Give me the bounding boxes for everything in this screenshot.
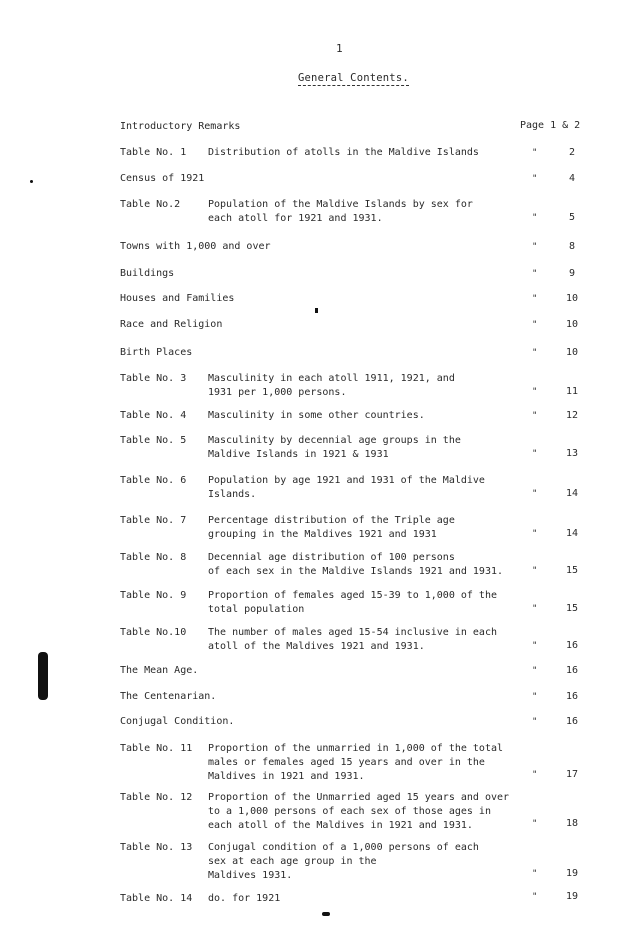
ditto-mark: ": [532, 242, 538, 252]
entry-page-number: 10: [565, 347, 579, 358]
description-line: Distribution of atolls in the Maldive Islands: [208, 147, 479, 158]
description-line: Masculinity by decennial age groups in the: [208, 435, 461, 446]
ditto-mark: ": [532, 604, 538, 614]
entry-description: [208, 198, 538, 226]
ditto-mark: ": [532, 489, 538, 499]
entry-label: Table No. 11: [120, 743, 193, 754]
entry-label: Table No. 1: [120, 147, 187, 158]
entry-label: Birth Places: [120, 347, 193, 358]
description-line: do. for 1921: [208, 893, 281, 904]
description-line: to a 1,000 persons of each sex of those ages in: [208, 806, 491, 817]
bottom-dot-mark: [322, 912, 330, 916]
entry-page-number: 15: [565, 603, 579, 614]
description-line: Masculinity in some other countries.: [208, 410, 425, 421]
entry-page-number: 17: [565, 769, 579, 780]
pen-dot-mark: [315, 308, 318, 313]
entry-label: Table No. 9: [120, 590, 187, 601]
description-line: Maldive Islands in 1921 & 1931: [208, 449, 389, 460]
ditto-mark: ": [532, 387, 538, 397]
page-title: General Contents.: [298, 72, 409, 84]
entry-page-number: 16: [565, 716, 579, 727]
entry-description: [208, 409, 538, 423]
entry-label: Buildings: [120, 268, 175, 279]
entry-description: [208, 892, 538, 906]
entry-label: Census of 1921: [120, 173, 205, 184]
entry-label: Table No.2: [120, 199, 181, 210]
ditto-mark: ": [532, 869, 538, 879]
description-line: Islands.: [208, 489, 257, 500]
entry-page-number: 11: [565, 386, 579, 397]
description-line: each atoll of the Maldives in 1921 and 1931.: [208, 820, 473, 831]
entry-label: Table No. 12: [120, 792, 193, 803]
entry-page-number: 8: [568, 241, 576, 252]
entry-page-number: 14: [565, 488, 579, 499]
ditto-mark: ": [532, 770, 538, 780]
description-line: Decennial age distribution of 100 persons: [208, 552, 455, 563]
entry-page-number: 16: [565, 691, 579, 702]
entry-page-number: 4: [568, 173, 576, 184]
description-line: Maldives in 1921 and 1931.: [208, 771, 365, 782]
ditto-mark: ": [532, 892, 538, 902]
ink-blot-mark: [38, 652, 48, 700]
entry-page-number: 9: [568, 268, 576, 279]
entry-page-number: 18: [565, 818, 579, 829]
entry-description: [208, 146, 538, 160]
description-line: sex at each age group in the: [208, 856, 377, 867]
entry-page-number: 15: [565, 565, 579, 576]
entry-description: [208, 434, 538, 462]
entry-description: [208, 791, 538, 833]
ditto-mark: ": [532, 529, 538, 539]
entry-page-number: 5: [568, 212, 576, 223]
intro-page-ref: Page 1 & 2: [520, 120, 581, 131]
entry-page-number: 12: [565, 410, 579, 421]
entry-label: Table No. 8: [120, 552, 187, 563]
ditto-mark: ": [532, 269, 538, 279]
entry-description: [208, 626, 538, 654]
entry-label: The Centenarian.: [120, 691, 217, 702]
entry-description: [208, 474, 538, 502]
entry-page-number: 14: [565, 528, 579, 539]
ditto-mark: ": [532, 213, 538, 223]
ditto-mark: ": [532, 692, 538, 702]
ditto-mark: ": [532, 717, 538, 727]
entry-page-number: 10: [565, 293, 579, 304]
ditto-mark: ": [532, 566, 538, 576]
description-line: Conjugal condition of a 1,000 persons of each: [208, 842, 479, 853]
ditto-mark: ": [532, 666, 538, 676]
ditto-mark: ": [532, 411, 538, 421]
ditto-mark: ": [532, 174, 538, 184]
ditto-mark: ": [532, 449, 538, 459]
entry-label: Conjugal Condition.: [120, 716, 235, 727]
description-line: Masculinity in each atoll 1911, 1921, and: [208, 373, 455, 384]
entry-description: [208, 589, 538, 617]
description-line: males or females aged 15 years and over in the: [208, 757, 485, 768]
description-line: Proportion of females aged 15-39 to 1,000 of the: [208, 590, 497, 601]
description-line: each atoll for 1921 and 1931.: [208, 213, 383, 224]
description-line: atoll of the Maldives 1921 and 1931.: [208, 641, 425, 652]
entry-page-number: 2: [568, 147, 576, 158]
entry-label: Table No.10: [120, 627, 187, 638]
entry-label: Table No. 6: [120, 475, 187, 486]
description-line: total population: [208, 604, 305, 615]
ditto-mark: ": [532, 148, 538, 158]
entry-label: The Mean Age.: [120, 665, 199, 676]
description-line: Proportion of the Unmarried aged 15 years and over: [208, 792, 510, 803]
entry-label: Table No. 4: [120, 410, 187, 421]
entry-description: [208, 551, 538, 579]
entry-description: [208, 372, 538, 400]
description-line: The number of males aged 15-54 inclusive in each: [208, 627, 497, 638]
entry-page-number: 13: [565, 448, 579, 459]
ditto-mark: ": [532, 348, 538, 358]
page-number: 1: [336, 42, 343, 55]
entry-label: Table No. 14: [120, 893, 193, 904]
ditto-mark: ": [532, 294, 538, 304]
entry-label: Table No. 7: [120, 515, 187, 526]
entry-label: Table No. 3: [120, 373, 187, 384]
entry-page-number: 10: [565, 319, 579, 330]
description-line: Percentage distribution of the Triple age: [208, 515, 455, 526]
ink-dot-mark: [30, 180, 33, 183]
description-line: Population by age 1921 and 1931 of the Maldive: [208, 475, 485, 486]
ditto-mark: ": [532, 320, 538, 330]
entry-description: [208, 841, 538, 883]
entry-label: Table No. 5: [120, 435, 187, 446]
entry-page-number: 16: [565, 640, 579, 651]
description-line: Proportion of the unmarried in 1,000 of the total: [208, 743, 504, 754]
description-line: grouping in the Maldives 1921 and 1931: [208, 529, 437, 540]
description-line: Population of the Maldive Islands by sex for: [208, 199, 473, 210]
entry-page-number: 19: [565, 868, 579, 879]
entry-label: Towns with 1,000 and over: [120, 241, 271, 252]
entry-label: Table No. 13: [120, 842, 193, 853]
entry-label: Race and Religion: [120, 319, 223, 330]
ditto-mark: ": [532, 641, 538, 651]
description-line: 1931 per 1,000 persons.: [208, 387, 347, 398]
entry-page-number: 16: [565, 665, 579, 676]
description-line: Maldives 1931.: [208, 870, 293, 881]
ditto-mark: ": [532, 819, 538, 829]
description-line: of each sex in the Maldive Islands 1921 and 1931.: [208, 566, 504, 577]
entry-page-number: 19: [565, 891, 579, 902]
entry-description: [208, 742, 538, 784]
entry-label: Houses and Families: [120, 293, 235, 304]
entry-description: [208, 514, 538, 542]
